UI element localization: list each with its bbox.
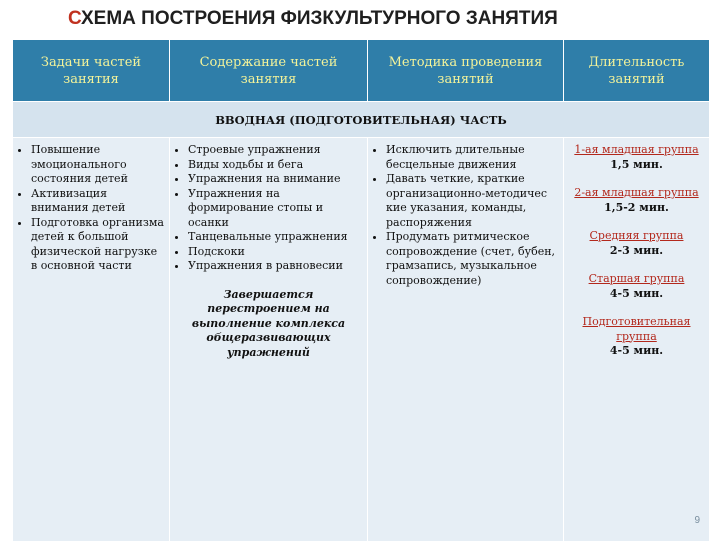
- duration-value: 2-3 мин.: [609, 243, 664, 257]
- tasks-list: [17, 143, 165, 274]
- table-row: [13, 138, 710, 542]
- list-item: • Упражнения в равновесии: [188, 259, 363, 274]
- list-item: • Упражнения на формирование стопы и осанки: [188, 187, 363, 231]
- list-item: • Давать четкие, краткие организационно-методичес кие указания, команды, распоряжения: [386, 172, 559, 230]
- list-item: • Строевые упражнения: [188, 143, 363, 158]
- list-item: • Танцевальные упражнения: [188, 230, 363, 245]
- duration-value: 1,5 мин.: [610, 157, 663, 171]
- duration-group: 1-ая младшая группа: [574, 143, 699, 156]
- page-number: 9: [694, 515, 700, 526]
- section-row: [13, 102, 710, 138]
- content-note: Завершается перестроением на выполнение комплекса общеразвивающих упражнений: [191, 287, 346, 359]
- duration-value: 4-5 мин.: [609, 344, 664, 357]
- list-item: • Продумать ритмическое сопровождение (счет, бубен, грамзапись, музыкальное сопровождение): [386, 230, 559, 288]
- table-header-row: [13, 40, 710, 102]
- methods-cell: [368, 138, 564, 542]
- list-item: • Подготовка организма детей к большой физической нагрузке в основной части: [31, 216, 165, 274]
- slide-title: [68, 8, 558, 30]
- list-item: • Виды ходьбы и бега: [188, 158, 363, 173]
- list-item: • Исключить длительные бесцельные движения: [386, 143, 559, 172]
- list-item: • Повышение эмоционального состояния детей: [31, 143, 165, 187]
- duration-group: 2-ая младшая группа: [574, 186, 699, 199]
- duration-group: Средняя группа: [589, 229, 684, 242]
- title-rest: ХЕМА ПОСТРОЕНИЯ ФИЗКУЛЬТУРНОГО ЗАНЯТИЯ: [81, 8, 558, 29]
- duration-value: 1,5-2 мин.: [604, 200, 669, 214]
- duration-value: 4-5 мин.: [609, 286, 664, 300]
- header-tasks: Задачи частей занятия: [13, 40, 170, 102]
- list-item: • Подскоки: [188, 245, 363, 260]
- header-methods: Методика проведения занятий: [368, 40, 564, 102]
- header-duration: Длительность занятий: [564, 40, 710, 102]
- header-content: Содержание частей занятия: [170, 40, 368, 102]
- duration-group: Подготовительная группа: [582, 315, 691, 343]
- section-title: ВВОДНАЯ (ПОДГОТОВИТЕЛЬНАЯ) ЧАСТЬ: [13, 102, 710, 138]
- title-first-letter: С: [68, 8, 81, 29]
- lesson-structure-table: [12, 39, 710, 542]
- duration-group: Старшая группа: [588, 272, 685, 285]
- methods-list: [372, 143, 559, 288]
- duration-cell: [564, 138, 710, 542]
- content-cell: [170, 138, 368, 542]
- tasks-cell: [13, 138, 170, 542]
- content-list: [174, 143, 363, 274]
- list-item: • Упражнения на внимание: [188, 172, 363, 187]
- list-item: • Активизация внимания детей: [31, 187, 165, 216]
